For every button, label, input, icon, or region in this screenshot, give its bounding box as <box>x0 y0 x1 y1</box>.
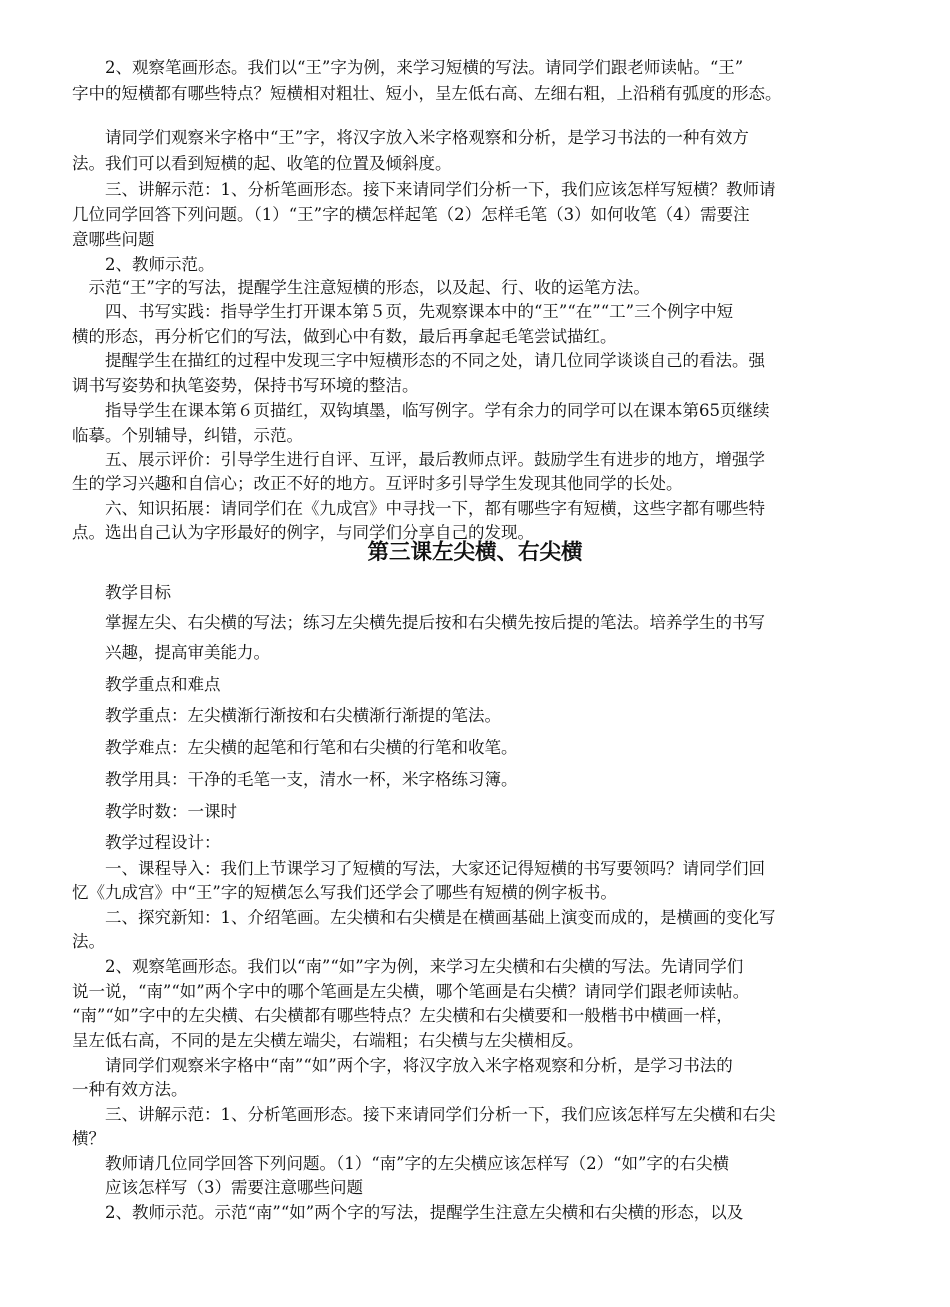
paragraph-line: 意哪些问题 <box>72 230 155 249</box>
paragraph-line: “南”“如”字中的左尖横、右尖横都有哪些特点？左尖横和右尖横要和一般楷书中横画一样， <box>72 1006 733 1025</box>
paragraph-line: 2、观察笔画形态。我们以“王”字为例，来学习短横的写法。请同学们跟老师读帖。“王” <box>72 58 744 77</box>
paragraph-line: 字中的短横都有哪些特点？短横相对粗壮、短小，呈左低右高、左细右粗，上沿稍有弧度的形态。 <box>72 84 782 103</box>
paragraph-line: 六、知识拓展：请同学们在《九成宫》中寻找一下，都有哪些字有短横，这些字都有哪些特 <box>72 499 765 518</box>
paragraph-line: 几位同学回答下列问题。（1）“王”字的横怎样起笔（2）怎样毛笔（3）如何收笔（4）需要注 <box>72 205 750 224</box>
paragraph-line: 2、观察笔画形态。我们以“南”“如”字为例，来学习左尖横和右尖横的写法。先请同学们 <box>72 957 744 976</box>
paragraph-line: 三、讲解示范：1、分析笔画形态。接下来请同学们分析一下，我们应该怎样写左尖横和右尖 <box>72 1105 776 1124</box>
paragraph-line: 临摹。个别辅导，纠错，示范。 <box>72 426 303 445</box>
paragraph-line: 教学目标 <box>72 583 171 602</box>
paragraph-line: 一种有效方法。 <box>72 1080 188 1099</box>
paragraph-line: 教学重点：左尖横渐行渐按和右尖横渐行渐提的笔法。 <box>72 706 501 725</box>
paragraph-line: 教学难点：左尖横的起笔和行笔和右尖横的行笔和收笔。 <box>72 738 518 757</box>
paragraph-line: 法。 <box>72 932 105 951</box>
paragraph-line: 教学重点和难点 <box>72 675 221 694</box>
paragraph-line: 提醒学生在描红的过程中发现三字中短横形态的不同之处，请几位同学谈谈自己的看法。强 <box>72 351 765 370</box>
paragraph-line: 掌握左尖、右尖横的写法；练习左尖横先提后按和右尖横先按后提的笔法。培养学生的书写 <box>72 613 765 632</box>
paragraph-line: 四、书写实践：指导学生打开课本第５页，先观察课本中的“王”“在”“工”三个例字中短 <box>72 302 734 321</box>
paragraph-line: 2、教师示范。示范“南”“如”两个字的写法，提醒学生注意左尖横和右尖横的形态，以及 <box>72 1203 744 1222</box>
paragraph-line: 应该怎样写（3）需要注意哪些问题 <box>72 1178 363 1197</box>
paragraph-line: 教学用具：干净的毛笔一支，清水一杯，米字格练习簿。 <box>72 770 518 789</box>
paragraph-line: 点。选出自己认为字形最好的例字，与同学们分享自己的发现。 <box>72 523 534 542</box>
paragraph-line: 横？ <box>72 1129 105 1148</box>
paragraph-line: 说一说，“南”“如”两个字中的哪个笔画是左尖横，哪个笔画是右尖横？请同学们跟老师读帖。 <box>72 982 750 1001</box>
paragraph-line: 调书写姿势和执笔姿势，保持书写环境的整洁。 <box>72 376 419 395</box>
paragraph-line: 三、讲解示范：1、分析笔画形态。接下来请同学们分析一下，我们应该怎样写短横？教师请 <box>72 180 776 199</box>
paragraph-line: 兴趣，提高审美能力。 <box>72 643 270 662</box>
paragraph-line: 一、课程导入：我们上节课学习了短横的写法，大家还记得短横的书写要领吗？请同学们回 <box>72 859 765 878</box>
paragraph-line: 五、展示评价：引导学生进行自评、互评，最后教师点评。鼓励学生有进步的地方，增强学 <box>72 450 765 469</box>
paragraph-line: 生的学习兴趣和自信心；改正不好的地方。互评时多引导学生发现其他同学的长处。 <box>72 474 683 493</box>
paragraph-line: 呈左低右高，不同的是左尖横左端尖，右端粗；右尖横与左尖横相反。 <box>72 1031 584 1050</box>
paragraph-line: 请同学们观察米字格中“南”“如”两个字，将汉字放入米字格观察和分析，是学习书法的 <box>72 1056 733 1075</box>
paragraph-line: 横的形态，再分析它们的写法，做到心中有数，最后再拿起毛笔尝试描红。 <box>72 327 617 346</box>
paragraph-line: 请同学们观察米字格中“王”字，将汉字放入米字格观察和分析，是学习书法的一种有效方 <box>72 128 749 147</box>
paragraph-line: 二、探究新知：1、介绍笔画。左尖横和右尖横是在横画基础上演变而成的，是横画的变化写 <box>72 908 776 927</box>
paragraph-line: 指导学生在课本第６页描红，双钩填墨，临写例字。学有余力的同学可以在课本第65页继续 <box>72 401 770 420</box>
lesson-title: 第三课左尖横、右尖横 <box>367 540 583 565</box>
paragraph-line: 教师请几位同学回答下列问题。（1）“南”字的左尖横应该怎样写（2）“如”字的右尖横 <box>72 1154 729 1173</box>
paragraph-line: 示范“王”字的写法，提醒学生注意短横的形态，以及起、行、收的运笔方法。 <box>72 278 650 297</box>
paragraph-line: 教学过程设计： <box>72 833 221 852</box>
paragraph-line: 2、教师示范。 <box>72 255 215 274</box>
paragraph-line: 法。我们可以看到短横的起、收笔的位置及倾斜度。 <box>72 154 452 173</box>
paragraph-line: 教学时数：一课时 <box>72 802 237 821</box>
paragraph-line: 忆《九成宫》中“王”字的短横怎么写我们还学会了哪些有短横的例字板书。 <box>72 883 617 902</box>
